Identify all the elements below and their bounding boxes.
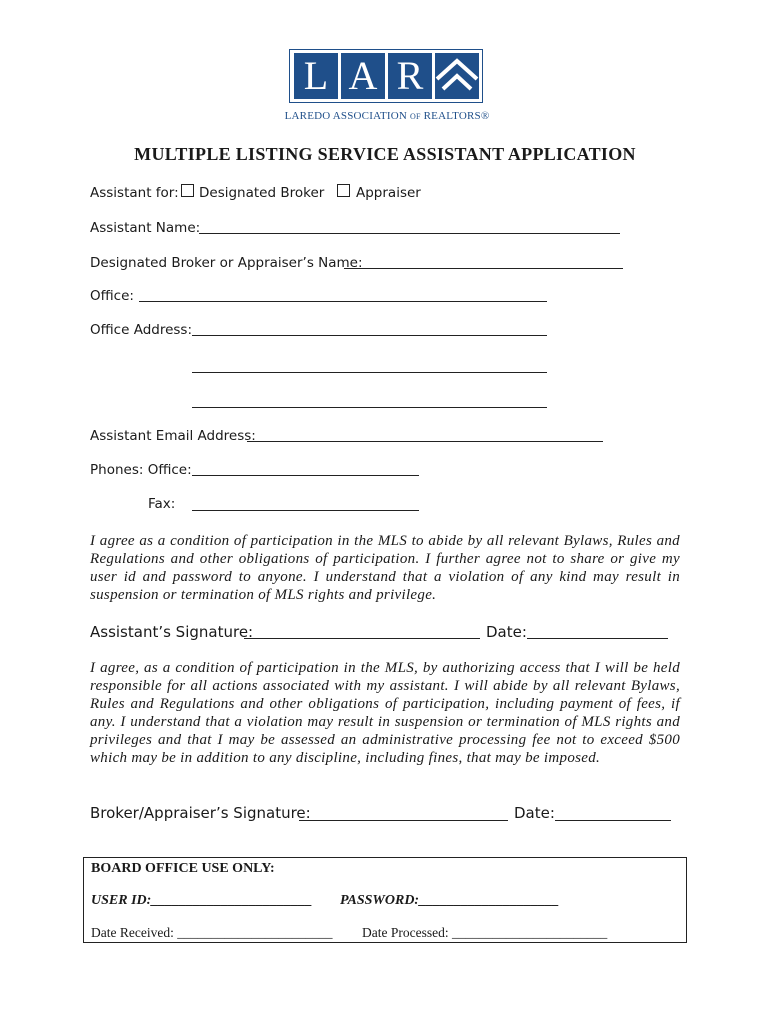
logo-subtitle bbox=[262, 110, 512, 122]
broker-agreement-text: I agree, as a condition of participation in the MLS, by authorizing access that I will be held responsible for all actions associated with my assistant. I will abide by all relevant Bylaws, Rules and Regulations and other obligations of participation, including payment of fees, if any. I understand that a violation may result in suspension or termination of MLS rights and privileges and that I may be assessed an administrative processing fee not to exceed $500 which may be in addition to any discipline, including fines, that may be imposed. bbox=[90, 660, 680, 766]
password-field[interactable]: PASSWORD:____________________ bbox=[340, 893, 560, 908]
house-roof-icon bbox=[435, 53, 479, 99]
designated-broker-checkbox[interactable] bbox=[181, 184, 194, 197]
logo-letter-l: L bbox=[294, 53, 338, 99]
assistant-name-label: Assistant Name: bbox=[90, 220, 201, 236]
broker-signature-field[interactable] bbox=[299, 820, 508, 821]
board-office-header: BOARD OFFICE USE ONLY: bbox=[91, 861, 275, 876]
office-address-line-1[interactable] bbox=[192, 335, 547, 336]
fax-label: Fax: bbox=[148, 496, 176, 512]
logo-letter-r: R bbox=[388, 53, 432, 99]
broker-name-label: Designated Broker or Appraiser’s Name: bbox=[90, 255, 363, 271]
board-office-use-box bbox=[83, 857, 687, 943]
assistant-name-field[interactable] bbox=[199, 233, 620, 234]
logo-subtitle-main: LAREDO ASSOCIATION bbox=[284, 110, 408, 122]
office-label: Office: bbox=[90, 288, 134, 304]
appraiser-checkbox[interactable] bbox=[337, 184, 350, 197]
assistant-date-label: Date: bbox=[486, 623, 527, 641]
assistant-signature-field[interactable] bbox=[244, 638, 480, 639]
office-address-line-2[interactable] bbox=[192, 372, 547, 373]
logo-subtitle-end: REALTORS® bbox=[423, 110, 490, 122]
appraiser-label: Appraiser bbox=[356, 185, 421, 201]
office-address-line-3[interactable] bbox=[192, 407, 547, 408]
date-received-field[interactable]: Date Received: _______________________ bbox=[91, 925, 333, 940]
logo-subtitle-of: OF bbox=[410, 112, 421, 121]
date-processed-field[interactable]: Date Processed: _______________________ bbox=[362, 925, 608, 940]
logo-letter-a: A bbox=[341, 53, 385, 99]
assistant-for-label: Assistant for: bbox=[90, 185, 179, 201]
assistant-date-field[interactable] bbox=[527, 638, 668, 639]
broker-date-field[interactable] bbox=[555, 820, 671, 821]
broker-name-field[interactable] bbox=[344, 268, 623, 269]
phone-office-field[interactable] bbox=[192, 475, 419, 476]
broker-date-label: Date: bbox=[514, 804, 555, 822]
fax-field[interactable] bbox=[192, 510, 419, 511]
broker-signature-label: Broker/Appraiser’s Signature: bbox=[90, 804, 311, 822]
lar-logo bbox=[289, 49, 483, 103]
email-label: Assistant Email Address: bbox=[90, 428, 256, 444]
office-field[interactable] bbox=[139, 301, 547, 302]
email-field[interactable] bbox=[247, 441, 603, 442]
designated-broker-label: Designated Broker bbox=[199, 185, 325, 201]
user-id-field[interactable]: USER ID:_______________________ bbox=[91, 893, 313, 908]
assistant-agreement-text: I agree as a condition of participation in the MLS to abide by all relevant Bylaws, Rules and Regulations and other obligations of participation. I further agree not to share or give my user id and password to anyone. I understand that a violation of any kind may result in suspension or termination of MLS rights and privilege. bbox=[90, 533, 680, 603]
phone-office-label: Phones: Office: bbox=[90, 462, 192, 478]
office-address-label: Office Address: bbox=[90, 322, 193, 338]
assistant-signature-label: Assistant’s Signature: bbox=[90, 623, 254, 641]
page-title: MULTIPLE LISTING SERVICE ASSISTANT APPLICATION bbox=[134, 144, 636, 164]
